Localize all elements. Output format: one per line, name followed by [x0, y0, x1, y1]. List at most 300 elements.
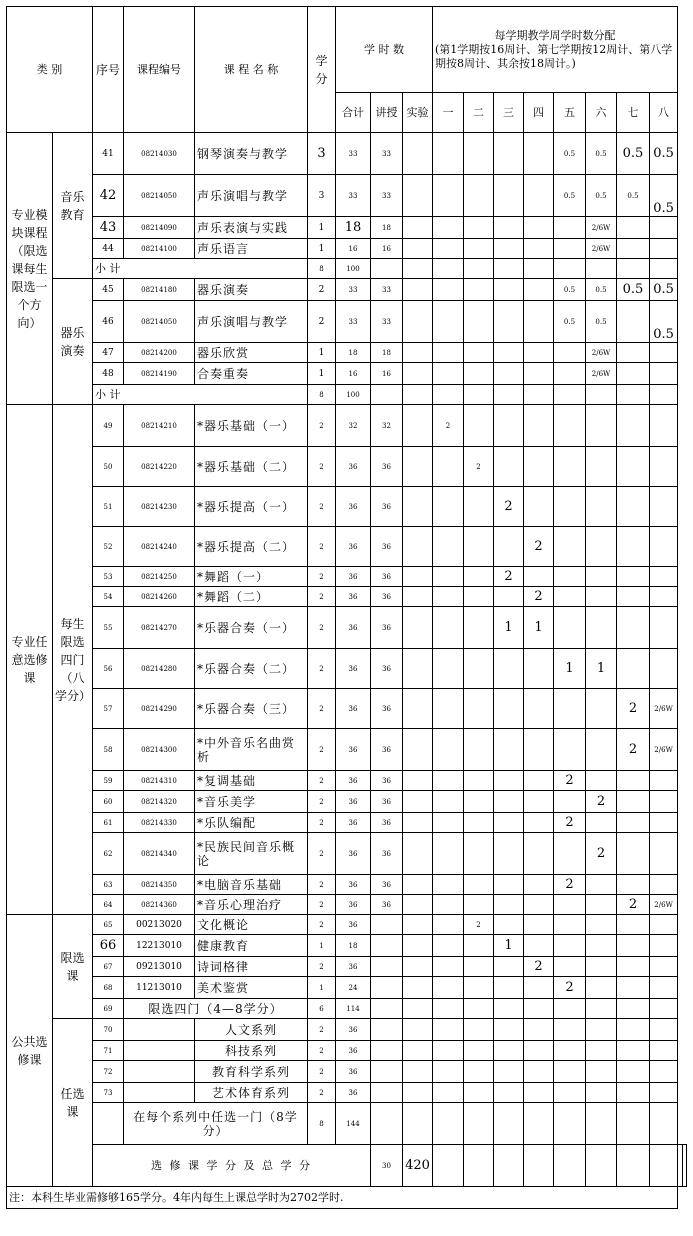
sem5-cell: 0.5: [554, 301, 586, 343]
seq-cell: 51: [93, 487, 124, 527]
sem7-cell: 2: [617, 895, 650, 915]
course-name: 合奏重奏: [195, 363, 308, 385]
semester-5: 五: [554, 93, 586, 133]
table-row: [7, 935, 687, 957]
subtotal-row: [7, 259, 687, 279]
course-name: 钢琴演奏与教学: [195, 133, 308, 175]
course-name: *器乐提高（二）: [195, 527, 308, 567]
table-row: [7, 833, 687, 875]
header-distribution: [433, 7, 678, 93]
credit-cell: 2: [308, 649, 336, 689]
credit-cell: 1: [308, 977, 336, 999]
header-code: 课程编号: [124, 7, 195, 133]
section-optional: 任选课: [53, 1019, 93, 1187]
lecture-cell: 36: [371, 833, 403, 875]
credit-cell: 8: [308, 385, 336, 405]
lecture-cell: 36: [371, 607, 403, 649]
code-cell: 08214100: [124, 239, 195, 259]
total-cell: 36: [336, 649, 371, 689]
semester-1: 一: [433, 93, 464, 133]
sem5-cell: 2: [554, 875, 586, 895]
table-row: [7, 875, 687, 895]
code-cell: 08214320: [124, 791, 195, 813]
total-cell: 33: [336, 133, 371, 175]
table-row: [7, 487, 687, 527]
table-row: [7, 1041, 687, 1061]
course-name: 器乐演奏: [195, 279, 308, 301]
course-name: 艺术体育系列: [195, 1083, 308, 1103]
total-cell: 36: [336, 447, 371, 487]
course-name: 教育科学系列: [195, 1061, 308, 1083]
semester-7: 七: [617, 93, 650, 133]
course-name: 限选四门（4—8学分）: [124, 999, 308, 1019]
seq-cell: 73: [93, 1083, 124, 1103]
table-row: [7, 587, 687, 607]
sem6-cell: 0.5: [586, 175, 617, 217]
code-cell: 09213010: [124, 957, 195, 977]
course-name: 器乐欣赏: [195, 343, 308, 363]
credit-cell: 6: [308, 999, 336, 1019]
footnote-row: [7, 1187, 687, 1209]
total-cell: 36: [336, 607, 371, 649]
seq-cell: 65: [93, 915, 124, 935]
credit-cell: 8: [308, 259, 336, 279]
sem6-cell: 2: [586, 791, 617, 813]
total-cell: 36: [336, 1061, 371, 1083]
credit-cell: 2: [308, 895, 336, 915]
total-cell: 36: [336, 771, 371, 791]
credit-cell: 2: [308, 957, 336, 977]
code-cell: 12213010: [124, 935, 195, 957]
credit-cell: 2: [308, 587, 336, 607]
code-cell: 08214030: [124, 133, 195, 175]
course-name: 声乐演唱与教学: [195, 175, 308, 217]
sem6-cell: 2: [586, 833, 617, 875]
seq-cell: 66: [93, 935, 124, 957]
sem3-cell: 2: [494, 567, 524, 587]
course-name: *器乐提高（一）: [195, 487, 308, 527]
sem1-cell: 2: [433, 405, 464, 447]
course-name: *复调基础: [195, 771, 308, 791]
code-cell: 08214330: [124, 813, 195, 833]
total-cell: 36: [336, 1041, 371, 1061]
semester-8: 八: [650, 93, 678, 133]
credit-cell: 2: [308, 405, 336, 447]
table-row: [7, 1019, 687, 1041]
lecture-cell: 16: [371, 363, 403, 385]
table-row: [7, 1103, 687, 1145]
total-cell: 36: [336, 957, 371, 977]
curriculum-table-wrapper: [6, 6, 687, 1209]
curriculum-table: [6, 6, 687, 1209]
course-name: *中外音乐名曲赏析: [195, 729, 308, 771]
table-row: [7, 567, 687, 587]
seq-cell: 56: [93, 649, 124, 689]
seq-cell: 63: [93, 875, 124, 895]
credit-cell: 2: [308, 279, 336, 301]
header-dist-note: (第1学期按16周计、第七学期按12周计、第八学期按8周计、其余按18周计。): [435, 42, 673, 70]
total-cell: 36: [336, 813, 371, 833]
course-name: 美术鉴赏: [195, 977, 308, 999]
code-cell: 08214090: [124, 217, 195, 239]
seq-cell: 61: [93, 813, 124, 833]
seq-cell: 55: [93, 607, 124, 649]
subtotal-label: 小 计: [93, 385, 308, 405]
table-row: [7, 999, 687, 1019]
sem5-cell: 0.5: [554, 133, 586, 175]
code-cell: 11213010: [124, 977, 195, 999]
table-row: [7, 957, 687, 977]
lecture-cell: 18: [371, 343, 403, 363]
credit-cell: 1: [308, 363, 336, 385]
code-cell: 08214310: [124, 771, 195, 791]
total-cell: 100: [336, 385, 371, 405]
total-cell: 36: [336, 729, 371, 771]
section-elective: 专业任意选修课: [7, 405, 53, 915]
header-hours: 学 时 数: [336, 7, 433, 93]
seq-cell: 41: [93, 133, 124, 175]
sem8-cell: 0.5: [650, 279, 678, 301]
credit-cell: 1: [308, 239, 336, 259]
course-name: 文化概论: [195, 915, 308, 935]
credit-cell: 3: [308, 175, 336, 217]
credit-cell: 30: [371, 1145, 403, 1187]
credit-cell: 2: [308, 527, 336, 567]
lecture-cell: 36: [371, 729, 403, 771]
code-cell: 08214050: [124, 301, 195, 343]
total-cell: 36: [336, 915, 371, 935]
credit-cell: 2: [308, 447, 336, 487]
total-cell: 16: [336, 239, 371, 259]
table-row: [7, 133, 687, 175]
table-row: [7, 1083, 687, 1103]
sem8-cell: 2/6W: [650, 895, 678, 915]
sem8-cell: 0.5: [650, 301, 678, 343]
table-row: [7, 405, 687, 447]
sem7-cell: 2: [617, 729, 650, 771]
course-name: *音乐美学: [195, 791, 308, 813]
sem8-cell: 0.5: [650, 133, 678, 175]
table-row: [7, 791, 687, 813]
sem5-cell: 2: [554, 977, 586, 999]
seq-cell: 68: [93, 977, 124, 999]
total-cell: 18: [336, 935, 371, 957]
credit-cell: 2: [308, 567, 336, 587]
total-cell: 24: [336, 977, 371, 999]
table-row: [7, 915, 687, 935]
lecture-cell: 33: [371, 301, 403, 343]
credit-cell: 2: [308, 1041, 336, 1061]
table-row: [7, 1061, 687, 1083]
lecture-cell: 36: [371, 567, 403, 587]
credit-cell: 2: [308, 689, 336, 729]
seq-cell: 52: [93, 527, 124, 567]
course-name: *民族民间音乐概论: [195, 833, 308, 875]
table-row: [7, 607, 687, 649]
section-restricted: 限选课: [53, 915, 93, 1019]
lecture-cell: 36: [371, 895, 403, 915]
lecture-cell: 36: [371, 771, 403, 791]
course-name: *舞蹈（二）: [195, 587, 308, 607]
sem2-cell: 2: [464, 915, 494, 935]
footnote: 注：本科生毕业需修够165学分。4年内每生上课总学时为2702学时.: [7, 1187, 678, 1209]
seq-cell: 45: [93, 279, 124, 301]
header-seq: 序号: [93, 7, 124, 133]
course-name: *器乐基础（一）: [195, 405, 308, 447]
sem6-cell: 2/6W: [586, 239, 617, 259]
table-row: [7, 689, 687, 729]
seq-cell: 53: [93, 567, 124, 587]
total-cell: 36: [336, 527, 371, 567]
sem8-cell: 2/6W: [650, 729, 678, 771]
lecture-cell: 32: [371, 405, 403, 447]
lecture-cell: 36: [371, 689, 403, 729]
header-dist-title: 每学期教学周学时数分配: [494, 28, 616, 42]
subtotal-row: [7, 385, 687, 405]
total-cell: 36: [336, 567, 371, 587]
sem7-cell: 0.5: [617, 133, 650, 175]
credit-cell: 2: [308, 1083, 336, 1103]
sem5-cell: 0.5: [554, 175, 586, 217]
header-total: 合计: [336, 93, 371, 133]
seq-cell: 48: [93, 363, 124, 385]
sem6-cell: 2/6W: [586, 217, 617, 239]
sem6-cell: 2/6W: [586, 343, 617, 363]
seq-cell: 42: [93, 175, 124, 217]
code-cell: 08214250: [124, 567, 195, 587]
seq-cell: 60: [93, 791, 124, 813]
course-name: *乐器合奏（三）: [195, 689, 308, 729]
table-row: [7, 527, 687, 567]
sem6-cell: 0.5: [586, 279, 617, 301]
course-name: *电脑音乐基础: [195, 875, 308, 895]
code-cell: 08214340: [124, 833, 195, 875]
header-credit: 学分: [308, 7, 336, 133]
lecture-cell: 33: [371, 279, 403, 301]
lecture-cell: 36: [371, 875, 403, 895]
course-name: *乐器合奏（一）: [195, 607, 308, 649]
total-cell: 18: [336, 343, 371, 363]
header-name: 课 程 名 称: [195, 7, 308, 133]
table-row: [7, 649, 687, 689]
header-lecture: 讲授: [371, 93, 403, 133]
total-cell: 36: [336, 487, 371, 527]
code-cell: 08214300: [124, 729, 195, 771]
sem7-cell: 2: [617, 689, 650, 729]
lecture-cell: 36: [371, 791, 403, 813]
sem5-cell: 1: [554, 649, 586, 689]
credit-cell: 2: [308, 791, 336, 813]
table-row: [7, 343, 687, 363]
seq-cell: 57: [93, 689, 124, 729]
total-cell: 33: [336, 301, 371, 343]
credit-cell: 1: [308, 217, 336, 239]
lecture-cell: 33: [371, 175, 403, 217]
credit-cell: 2: [308, 813, 336, 833]
course-name: *乐队编配: [195, 813, 308, 833]
credit-cell: 2: [308, 1061, 336, 1083]
section-elective-sub: 每生限选四门（八学分）: [53, 405, 93, 915]
sem5-cell: 2: [554, 813, 586, 833]
sem6-cell: 1: [586, 649, 617, 689]
summary-label: 选 修 课 学 分 及 总 学 分: [93, 1145, 371, 1187]
table-row: [7, 239, 687, 259]
total-cell: 36: [336, 791, 371, 813]
total-cell: 36: [336, 1019, 371, 1041]
seq-cell: 59: [93, 771, 124, 791]
seq-cell: 49: [93, 405, 124, 447]
course-name: 声乐表演与实践: [195, 217, 308, 239]
total-cell: 36: [336, 875, 371, 895]
seq-cell: 69: [93, 999, 124, 1019]
seq-cell: 47: [93, 343, 124, 363]
total-cell: 100: [336, 259, 371, 279]
table-row: [7, 363, 687, 385]
seq-cell: 64: [93, 895, 124, 915]
table-row: [7, 279, 687, 301]
semester-3: 三: [494, 93, 524, 133]
sem4-cell: 2: [524, 957, 554, 977]
code-cell: 08214350: [124, 875, 195, 895]
total-cell: 114: [336, 999, 371, 1019]
code-cell: 08214220: [124, 447, 195, 487]
total-cell: 36: [336, 895, 371, 915]
table-row: [7, 977, 687, 999]
table-row: [7, 175, 687, 217]
section-public: 公共选修课: [7, 915, 53, 1187]
credit-cell: 2: [308, 771, 336, 791]
semester-6: 六: [586, 93, 617, 133]
lecture-cell: 36: [371, 813, 403, 833]
seq-cell: 72: [93, 1061, 124, 1083]
course-name: 声乐语言: [195, 239, 308, 259]
course-name: 科技系列: [195, 1041, 308, 1061]
sem6-cell: 0.5: [586, 301, 617, 343]
code-cell: 08214290: [124, 689, 195, 729]
credit-cell: 2: [308, 875, 336, 895]
sem7-cell: 0.5: [617, 279, 650, 301]
sem3-cell: 2: [494, 487, 524, 527]
credit-cell: 2: [308, 301, 336, 343]
course-name: 在每个系列中任选一门（8学分）: [124, 1103, 308, 1145]
lecture-cell: 36: [371, 649, 403, 689]
course-name: *乐器合奏（二）: [195, 649, 308, 689]
credit-cell: 1: [308, 343, 336, 363]
section-module: 专业模块课程（限选课每生限选一个方向）: [7, 133, 53, 405]
sem6-cell: 0.5: [586, 133, 617, 175]
lecture-cell: 18: [371, 217, 403, 239]
code-cell: 08214270: [124, 607, 195, 649]
code-cell: 08214230: [124, 487, 195, 527]
credit-cell: 2: [308, 833, 336, 875]
table-row: [7, 301, 687, 343]
table-row: [7, 771, 687, 791]
seq-cell: 71: [93, 1041, 124, 1061]
sem6-cell: 2/6W: [586, 363, 617, 385]
total-cell: 18: [336, 217, 371, 239]
table-row: [7, 813, 687, 833]
total-cell: 144: [336, 1103, 371, 1145]
sem2-cell: 2: [464, 447, 494, 487]
credit-cell: 8: [308, 1103, 336, 1145]
code-cell: 08214360: [124, 895, 195, 915]
seq-cell: 67: [93, 957, 124, 977]
sem5-cell: 2: [554, 771, 586, 791]
code-cell: 08214260: [124, 587, 195, 607]
code-cell: 08214240: [124, 527, 195, 567]
header-lab: 实验: [403, 93, 433, 133]
total-cell: 36: [336, 587, 371, 607]
summary-row: [7, 1145, 687, 1187]
header-category: 类 别: [7, 7, 93, 133]
code-cell: 08214210: [124, 405, 195, 447]
seq-cell: 50: [93, 447, 124, 487]
credit-cell: 2: [308, 729, 336, 771]
course-name: 诗词格律: [195, 957, 308, 977]
total-cell: 420: [403, 1145, 433, 1187]
total-cell: 36: [336, 833, 371, 875]
code-cell: 00213020: [124, 915, 195, 935]
sem4-cell: 2: [524, 587, 554, 607]
code-cell: 08214280: [124, 649, 195, 689]
sem3-cell: 1: [494, 607, 524, 649]
sem5-cell: 0.5: [554, 279, 586, 301]
total-cell: 36: [336, 1083, 371, 1103]
lecture-cell: 36: [371, 587, 403, 607]
code-cell: 08214180: [124, 279, 195, 301]
total-cell: 16: [336, 363, 371, 385]
total-cell: 36: [336, 689, 371, 729]
lecture-cell: 36: [371, 447, 403, 487]
sem3-cell: 1: [494, 935, 524, 957]
semester-4: 四: [524, 93, 554, 133]
credit-cell: 2: [308, 915, 336, 935]
credit-cell: 2: [308, 1019, 336, 1041]
course-name: 人文系列: [195, 1019, 308, 1041]
lecture-cell: 16: [371, 239, 403, 259]
section-music-edu: 音乐教育: [53, 133, 93, 279]
code-cell: 08214200: [124, 343, 195, 363]
lecture-cell: 36: [371, 527, 403, 567]
seq-cell: 62: [93, 833, 124, 875]
table-row: [7, 729, 687, 771]
course-name: 声乐演唱与教学: [195, 301, 308, 343]
code-cell: 08214050: [124, 175, 195, 217]
course-name: *舞蹈（一）: [195, 567, 308, 587]
credit-cell: 2: [308, 607, 336, 649]
sem4-cell: 2: [524, 527, 554, 567]
sem8-cell: 2/6W: [650, 689, 678, 729]
total-cell: 32: [336, 405, 371, 447]
seq-cell: 43: [93, 217, 124, 239]
course-name: 健康教育: [195, 935, 308, 957]
total-cell: 33: [336, 175, 371, 217]
total-cell: 33: [336, 279, 371, 301]
lecture-cell: 36: [371, 487, 403, 527]
table-row: [7, 217, 687, 239]
seq-cell: 70: [93, 1019, 124, 1041]
code-cell: 08214190: [124, 363, 195, 385]
credit-cell: 3: [308, 133, 336, 175]
course-name: *器乐基础（二）: [195, 447, 308, 487]
subtotal-label: 小 计: [93, 259, 308, 279]
course-name: *音乐心理治疗: [195, 895, 308, 915]
seq-cell: 58: [93, 729, 124, 771]
credit-cell: 2: [308, 487, 336, 527]
seq-cell: 54: [93, 587, 124, 607]
seq-cell: 46: [93, 301, 124, 343]
sem8-cell: 0.5: [650, 175, 678, 217]
